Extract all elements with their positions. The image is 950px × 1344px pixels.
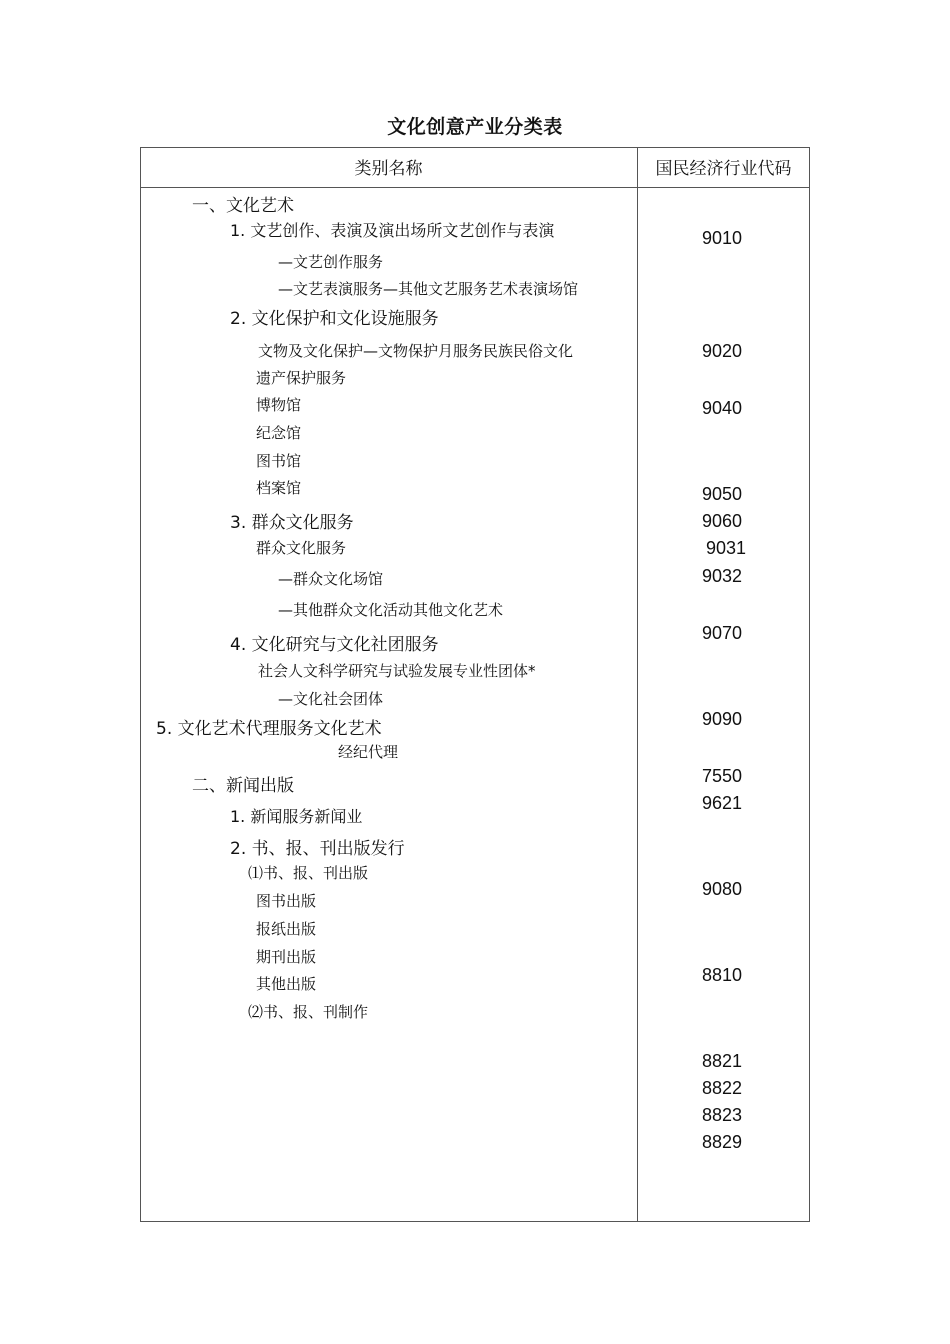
category-item: 4. 文化研究与文化社团服务 [230, 635, 439, 655]
header-divider [140, 187, 810, 188]
section-heading: 一、文化艺术 [192, 196, 294, 216]
subcategory-item: 经纪代理 [338, 743, 399, 761]
industry-code: 9040 [702, 398, 743, 418]
page-title: 文化创意产业分类表 [387, 116, 563, 138]
subcategory-item: 遗产保护服务 [256, 369, 347, 387]
industry-code: 9050 [702, 484, 743, 504]
industry-code: 8823 [702, 1105, 743, 1125]
subcategory-item: 社会人文科学研究与试验发展专业性团体* [258, 662, 536, 680]
subcategory-item: 期刊出版 [256, 948, 317, 966]
column-divider [637, 147, 638, 1222]
header-industry-code: 国民经济行业代码 [655, 159, 792, 179]
subcategory-item: 图书馆 [256, 452, 302, 470]
industry-code: 9080 [702, 879, 743, 899]
category-item: 3. 群众文化服务 [230, 513, 354, 533]
industry-code: 9020 [702, 341, 743, 361]
industry-code: 9031 [706, 538, 747, 558]
section-heading: 二、新闻出版 [192, 776, 294, 796]
industry-code: 9070 [702, 623, 743, 643]
subcategory-item: 其他出版 [256, 975, 317, 993]
subcategory-item: ⑵书、报、刊制作 [248, 1003, 369, 1021]
subcategory-item: 图书出版 [256, 892, 317, 910]
industry-code: 9060 [702, 511, 743, 531]
subcategory-item: —文化社会团体 [278, 690, 384, 708]
industry-code: 8829 [702, 1132, 743, 1152]
category-item: 5. 文化艺术代理服务文化艺术 [156, 719, 382, 739]
category-item: 1. 新闻服务新闻业 [230, 807, 363, 826]
subcategory-item: —文艺创作服务 [278, 253, 384, 271]
subcategory-item: 群众文化服务 [256, 539, 347, 557]
industry-code: 8821 [702, 1051, 743, 1071]
industry-code: 9621 [702, 793, 743, 813]
category-item: 2. 文化保护和文化设施服务 [230, 309, 439, 329]
subcategory-item: —文艺表演服务—其他文艺服务艺术表演场馆 [278, 280, 579, 298]
subcategory-item: 报纸出版 [256, 920, 317, 938]
industry-code: 7550 [702, 766, 743, 786]
subcategory-item: 文物及文化保护—文物保护月服务民族民俗文化 [258, 342, 574, 360]
industry-code: 8810 [702, 965, 743, 985]
subcategory-item: ⑴书、报、刊出版 [248, 864, 369, 882]
subcategory-item: —其他群众文化活动其他文化艺术 [278, 601, 504, 619]
industry-code: 8822 [702, 1078, 743, 1098]
subcategory-item: 博物馆 [256, 396, 302, 414]
category-item: 1. 文艺创作、表演及演出场所文艺创作与表演 [230, 221, 555, 240]
industry-code: 9032 [702, 566, 743, 586]
industry-code: 9010 [702, 228, 743, 248]
subcategory-item: —群众文化场馆 [278, 570, 384, 588]
subcategory-item: 档案馆 [256, 479, 302, 497]
category-item: 2. 书、报、刊出版发行 [230, 839, 405, 859]
subcategory-item: 纪念馆 [256, 424, 302, 442]
header-category-name: 类别名称 [354, 159, 423, 179]
industry-code: 9090 [702, 709, 743, 729]
